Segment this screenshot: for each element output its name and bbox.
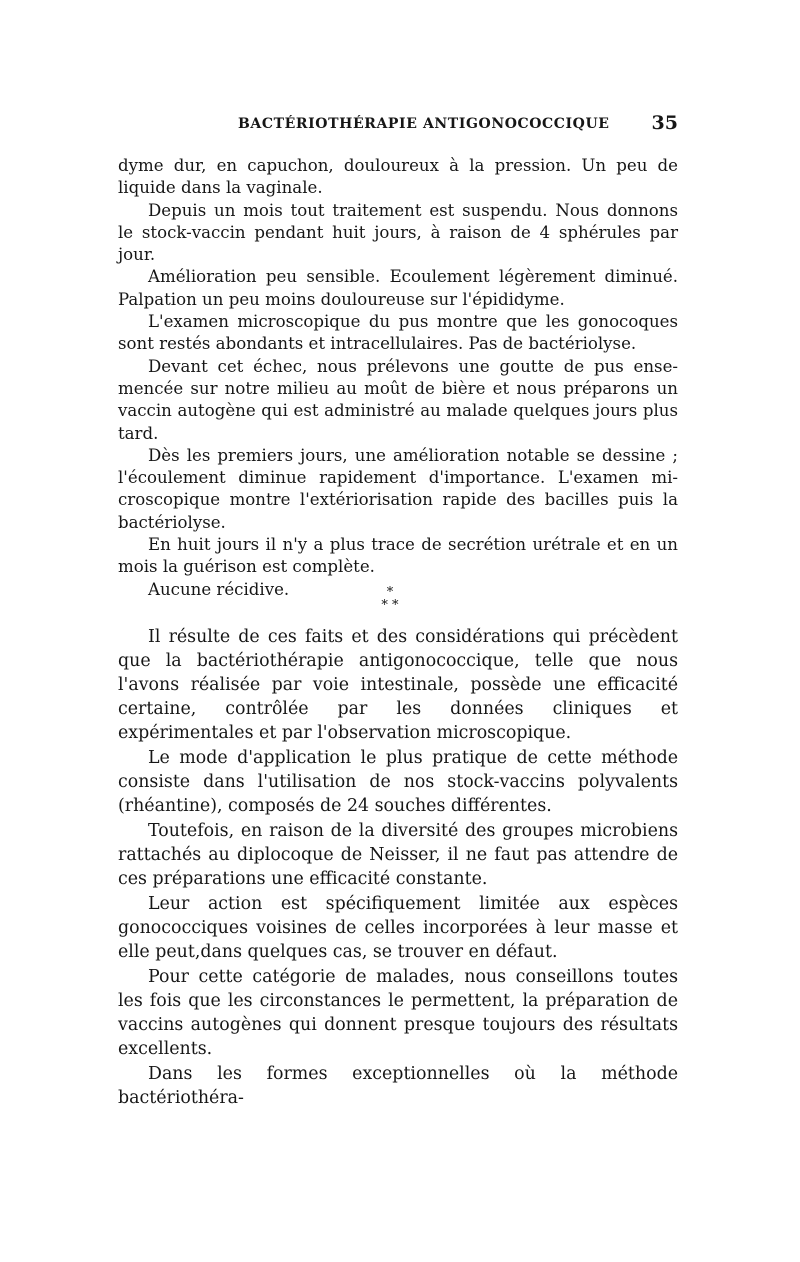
conclusion-paragraph-1: Il résulte de ces faits et des considérations qui précèdent que la bactériothérapie antigonococcique, telle que nous l'avons réalisée par voie intestinale, possède une efficacité certaine, contrôlée par les données cliniques et expérimentales et par l'observation microscopique. xyxy=(118,627,678,743)
case-paragraph-7: En huit jours il n'y a plus trace de secrétion urétrale et en un mois la guérison est complète. xyxy=(118,535,678,577)
conclusion-paragraph-2: Le mode d'application le plus pratique de cette méthode consiste dans l'utilisation de nos stock-vaccins polyvalents (rhéantine), composés de 24 souches différentes. xyxy=(118,748,678,816)
case-paragraph-4: L'examen microscopique du pus montre que les gonocoques sont restés abondants et intracellulaires. Pas de bactériolyse. xyxy=(118,312,678,354)
asterism-top-star: * xyxy=(386,585,394,600)
case-report-section xyxy=(118,155,678,601)
conclusion-paragraph-5: Pour cette catégorie de malades, nous conseillons toutes les fois que les circonstances le permettent, la préparation de vaccins autogènes qui donnent presque toujours des résultats excellents. xyxy=(118,967,678,1059)
case-paragraph-1: dyme dur, en capuchon, douloureux à la pression. Un peu de liquide dans la vaginale. xyxy=(118,156,678,198)
conclusion-paragraph-3: Toutefois, en raison de la diversité des groupes microbiens rattachés au diplocoque de Neisser, il ne faut pas attendre de ces préparations une efficacité constante. xyxy=(118,821,678,889)
case-paragraph-2: Depuis un mois tout traitement est suspendu. Nous donnons le stock-vaccin pendant huit jours, à raison de 4 sphérules par jour. xyxy=(118,200,678,265)
running-head xyxy=(118,112,678,138)
case-paragraph-5: Devant cet échec, nous prélevons une goutte de pus ensemencée sur notre milieu au moût de bière et nous préparons un vaccin autogène qui est administré au malade quelques jours plus tard. xyxy=(118,356,678,443)
asterism-bottom-stars: * * xyxy=(381,598,399,613)
conclusion-section xyxy=(118,625,678,1111)
case-paragraph-8: Aucune récidive. xyxy=(148,579,290,599)
asterism-separator xyxy=(370,586,410,612)
case-paragraph-3: Amélioration peu sensible. Ecoulement légèrement diminué. Palpation un peu moins douloureuse sur l'épididyme. xyxy=(118,267,678,309)
conclusion-paragraph-4: Leur action est spécifiquement limitée aux espèces gonococciques voisines de celles incorporées à leur masse et elle peut,dans quelques cas, se trouver en défaut. xyxy=(118,894,678,962)
page-number: 35 xyxy=(651,112,678,134)
running-title: BACTÉRIOTHÉRAPIE ANTIGONOCOCCIQUE xyxy=(238,116,610,132)
case-paragraph-6: Dès les premiers jours, une amélioration notable se dessine ; l'écoulement diminue rapidement d'importance. L'examen microscopique montre l'extériorisation rapide des bacilles puis la bactériolyse. xyxy=(118,445,678,532)
conclusion-paragraph-6: Dans les formes exceptionnelles où la méthode bactériothéra- xyxy=(118,1064,678,1108)
